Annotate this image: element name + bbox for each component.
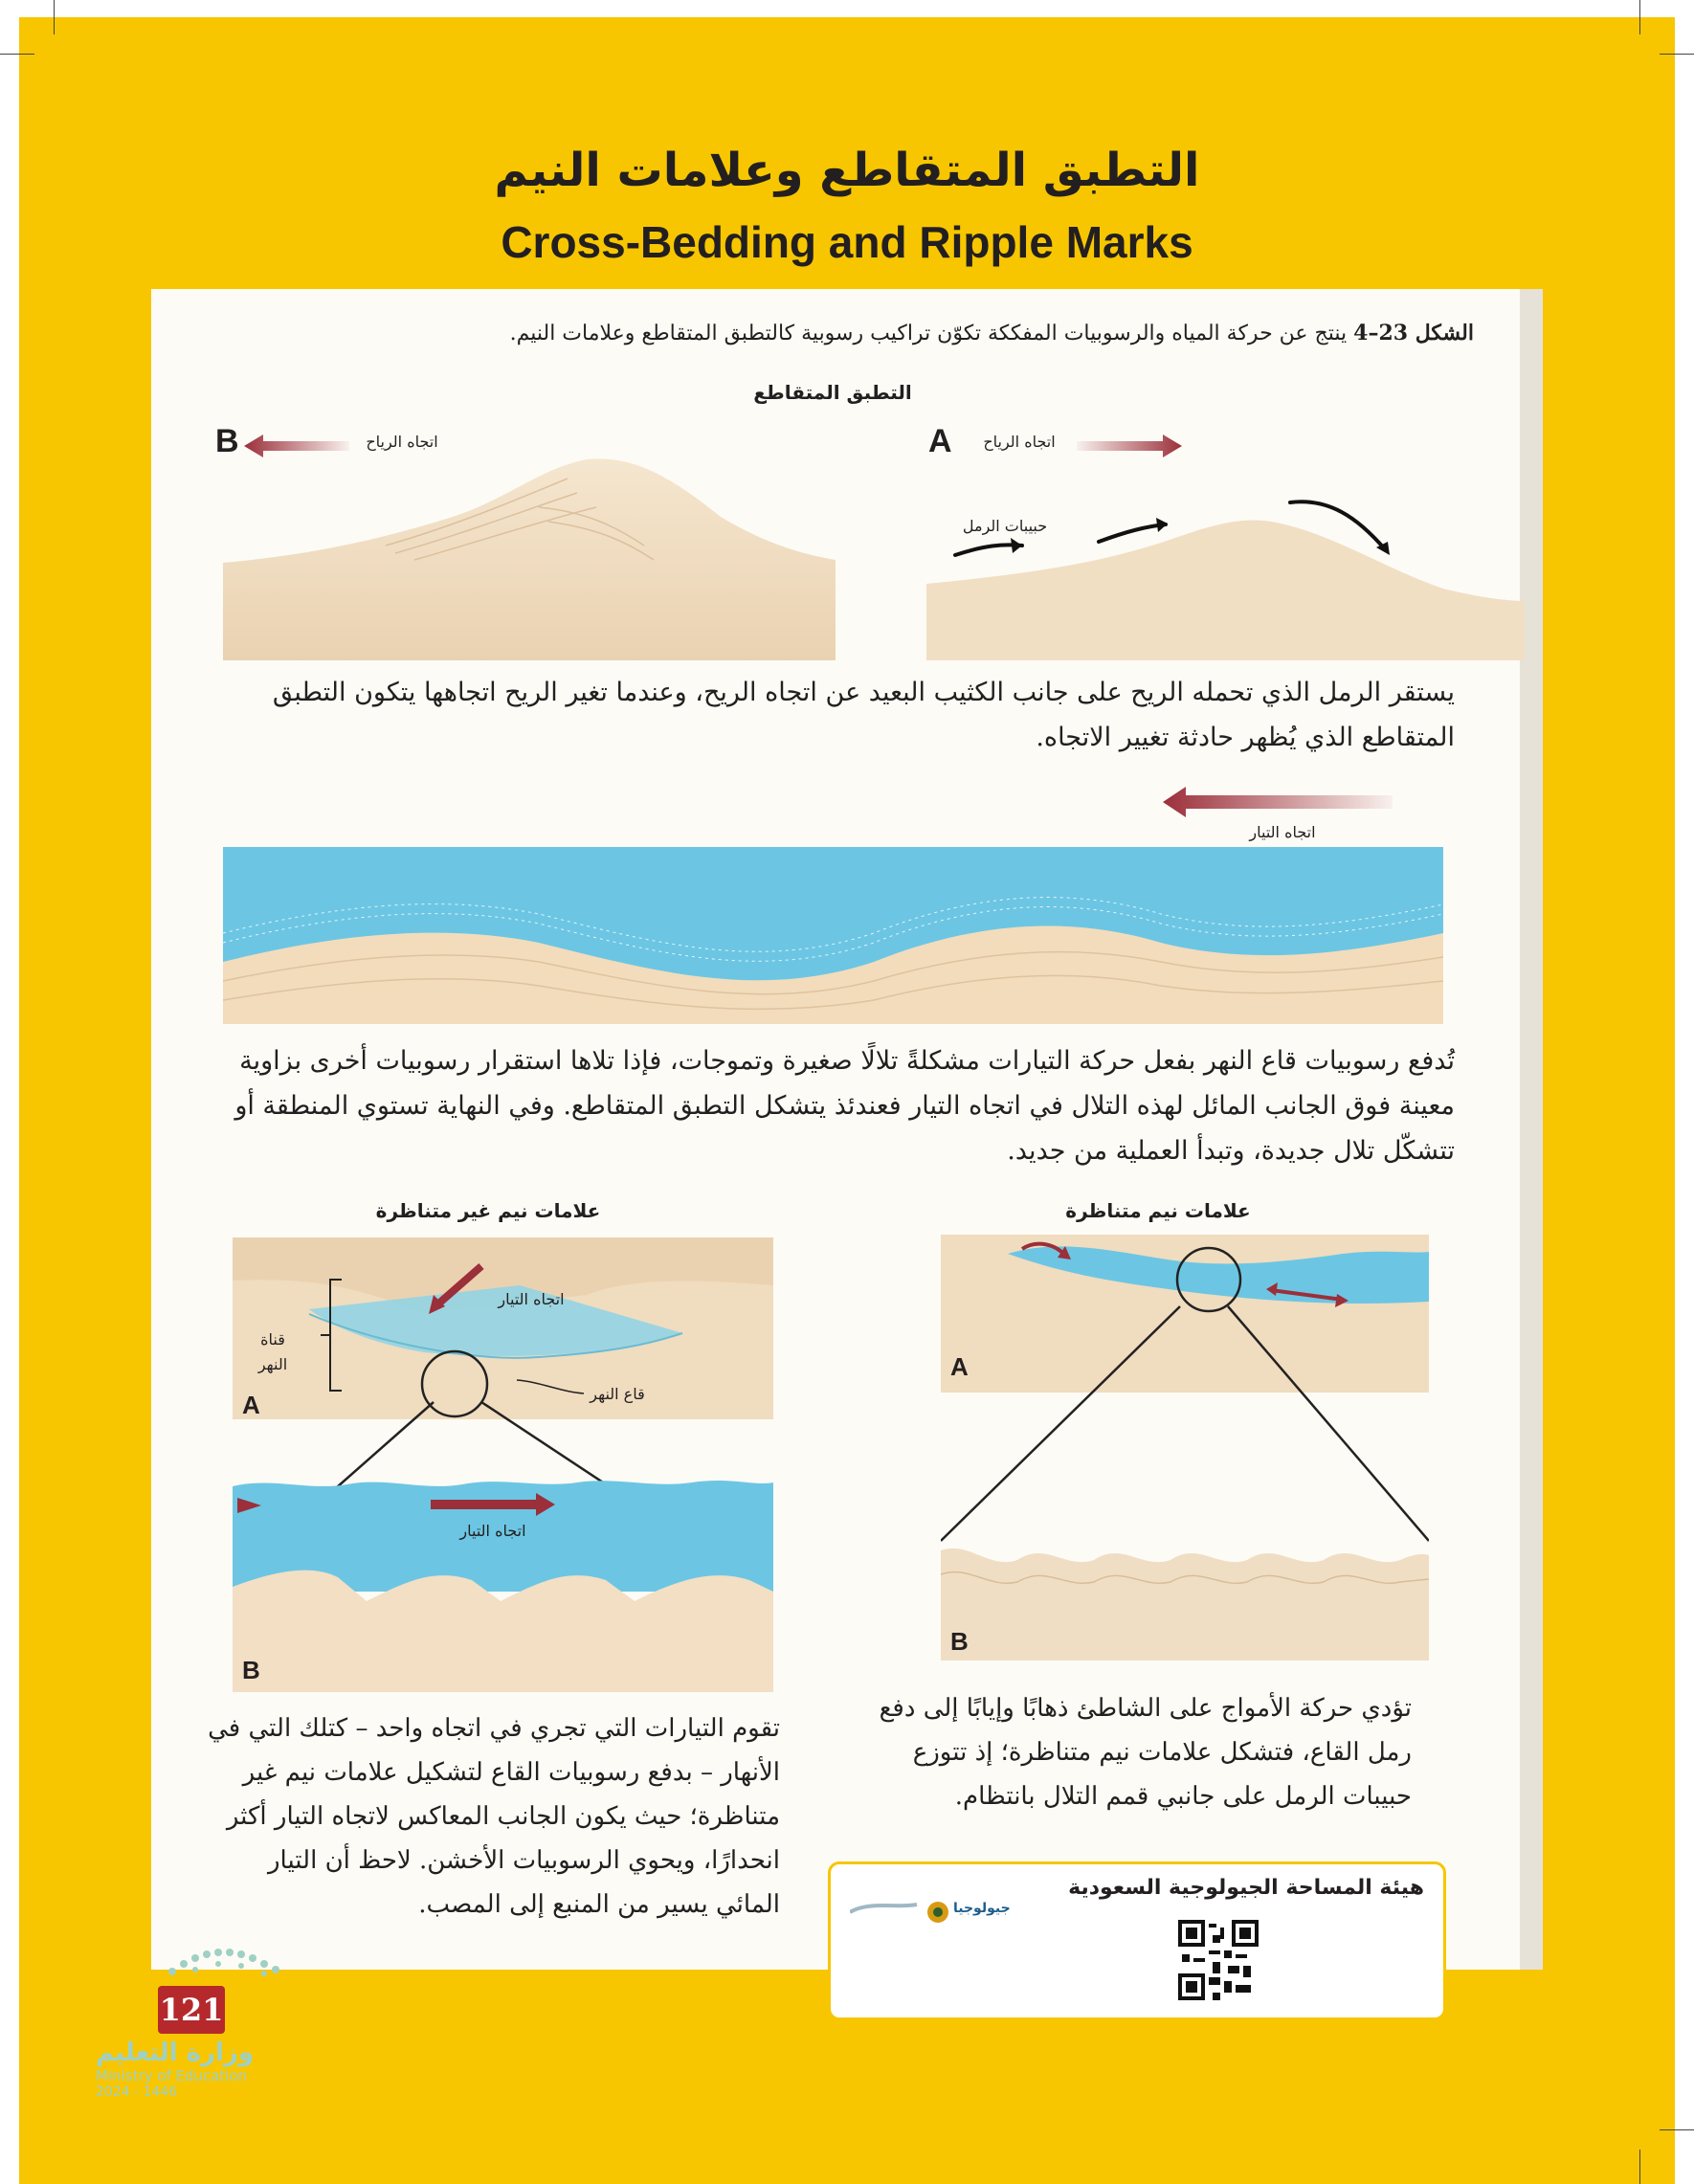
sgs-logo	[850, 1891, 1022, 1929]
frame-right	[1543, 17, 1675, 2184]
sym-letter-a: A	[950, 1352, 969, 1381]
river-bed-label: قاع النهر	[590, 1385, 645, 1403]
figure-caption	[287, 321, 1474, 345]
cross-bedding-heading: التطبق المتقاطع	[753, 381, 912, 404]
channel-bracket	[321, 1278, 349, 1393]
wind-arrow-right	[1077, 431, 1182, 461]
asymmetric-heading: علامات نيم غير متناظرة	[375, 1199, 601, 1222]
sand-grains-label: حبيبات الرمل	[962, 517, 1048, 535]
crop-mark	[1660, 54, 1694, 55]
river-paragraph: تُدفع رسوبيات قاع النهر بفعل حركة التيارات مشكلةً تلالًا صغيرة وتموجات، فإذا تلاها استقرار رسوبيات أخرى بزاوية معينة فوق الجانب المائل لهذه التلال في اتجاه التيار فعندئذ يتشكل التطبق المتقاطع. وفي النهاية تستوي المنطقة أو تتشكّل تلال جديدة، وتبدأ العملية من جديد.	[234, 1046, 1455, 1166]
crop-mark	[1639, 2150, 1640, 2184]
sym-letter-b: B	[950, 1627, 969, 1656]
cross-bedding-paragraph: يستقر الرمل الذي تحمله الريح على جانب الكثيب البعيد عن اتجاه الريح، وعندما تغير الريح اتجاهها يتكون التطبق المتقاطع الذي يُظهر حادثة تغيير الاتجاه.	[272, 678, 1455, 752]
sgs-name: هيئة المساحة الجيولوجية السعودية	[1068, 1876, 1424, 1900]
current-label-asym-b: اتجاه التيار	[459, 1522, 526, 1540]
crop-mark	[1660, 2129, 1694, 2130]
symmetric-heading: علامات نيم متناظرة	[1065, 1199, 1251, 1222]
wind-label-b: اتجاه الرياح	[366, 433, 438, 451]
symmetric-b-illustration	[941, 1536, 1429, 1660]
dune-a-illustration	[926, 479, 1525, 660]
ministry-name-ar: وزارة التعليم	[96, 2039, 254, 2067]
crop-mark	[1639, 0, 1640, 34]
frame-left	[19, 17, 151, 2184]
river-channel-label: قناة النهر	[257, 1330, 288, 1373]
sgs-link-box[interactable]	[828, 1861, 1446, 2020]
asym-letter-a: A	[242, 1391, 260, 1419]
current-arrow-top	[1163, 785, 1393, 819]
figure-label: الشكل 23–4	[1353, 321, 1474, 345]
ministry-name-en: Ministry of Education	[96, 2067, 248, 2084]
ministry-dots-logo	[153, 1943, 345, 1981]
sgs-logo-text: جيولوجيا	[953, 1901, 1011, 1916]
asym-letter-b: B	[242, 1656, 260, 1684]
sym-zoom-lines	[941, 1302, 1429, 1550]
figure-caption-text: ينتج عن حركة المياه والرسوبيات المفككة تكوّن تراكيب رسوبية كالتطبق المتقاطع وعلامات النيم.	[509, 322, 1348, 345]
riverbed-illustration	[223, 847, 1443, 1024]
page-number: 121	[158, 1986, 225, 2034]
page-title-english: Cross-Bedding and Ripple Marks	[501, 217, 1193, 267]
dune-b-illustration	[223, 450, 836, 660]
crop-mark	[0, 54, 34, 55]
page-title-arabic: التطبق المتقاطع وعلامات النيم	[494, 144, 1200, 197]
symmetric-paragraph: تؤدي حركة الأمواج على الشاطئ ذهابًا وإيابًا إلى دفع رمل القاع، فتشكل علامات نيم متناظرة؛ إذ تتوزع حبيبات الرمل على جانبي قمم التلال بانتظام.	[879, 1694, 1412, 1811]
panel-b-letter: B	[215, 423, 239, 459]
asymmetric-paragraph: تقوم التيارات التي تجري في اتجاه واحد – كتلك التي في الأنهار – بدفع رسوبيات القاع لتشكيل علامات نيم غير متناظرة؛ حيث يكون الجانب المعاكس لاتجاه التيار أكثر انحدارًا، ويحوي الرسوبيات الأخشن. لاحظ أن التيار المائي يسير من المنبع إلى المصب.	[208, 1714, 780, 1919]
current-arrow-asym-b	[431, 1493, 555, 1516]
panel-a-letter: A	[928, 423, 952, 459]
current-label-asym-a: اتجاه التيار	[498, 1290, 565, 1308]
crop-mark	[54, 0, 55, 34]
ministry-logo	[96, 2039, 287, 2100]
ministry-year: 2024 - 1446	[96, 2084, 178, 2100]
qr-code-icon[interactable]	[1178, 1920, 1259, 2000]
current-label-top: اتجاه التيار	[1249, 823, 1316, 841]
wind-label-a: اتجاه الرياح	[983, 433, 1056, 451]
